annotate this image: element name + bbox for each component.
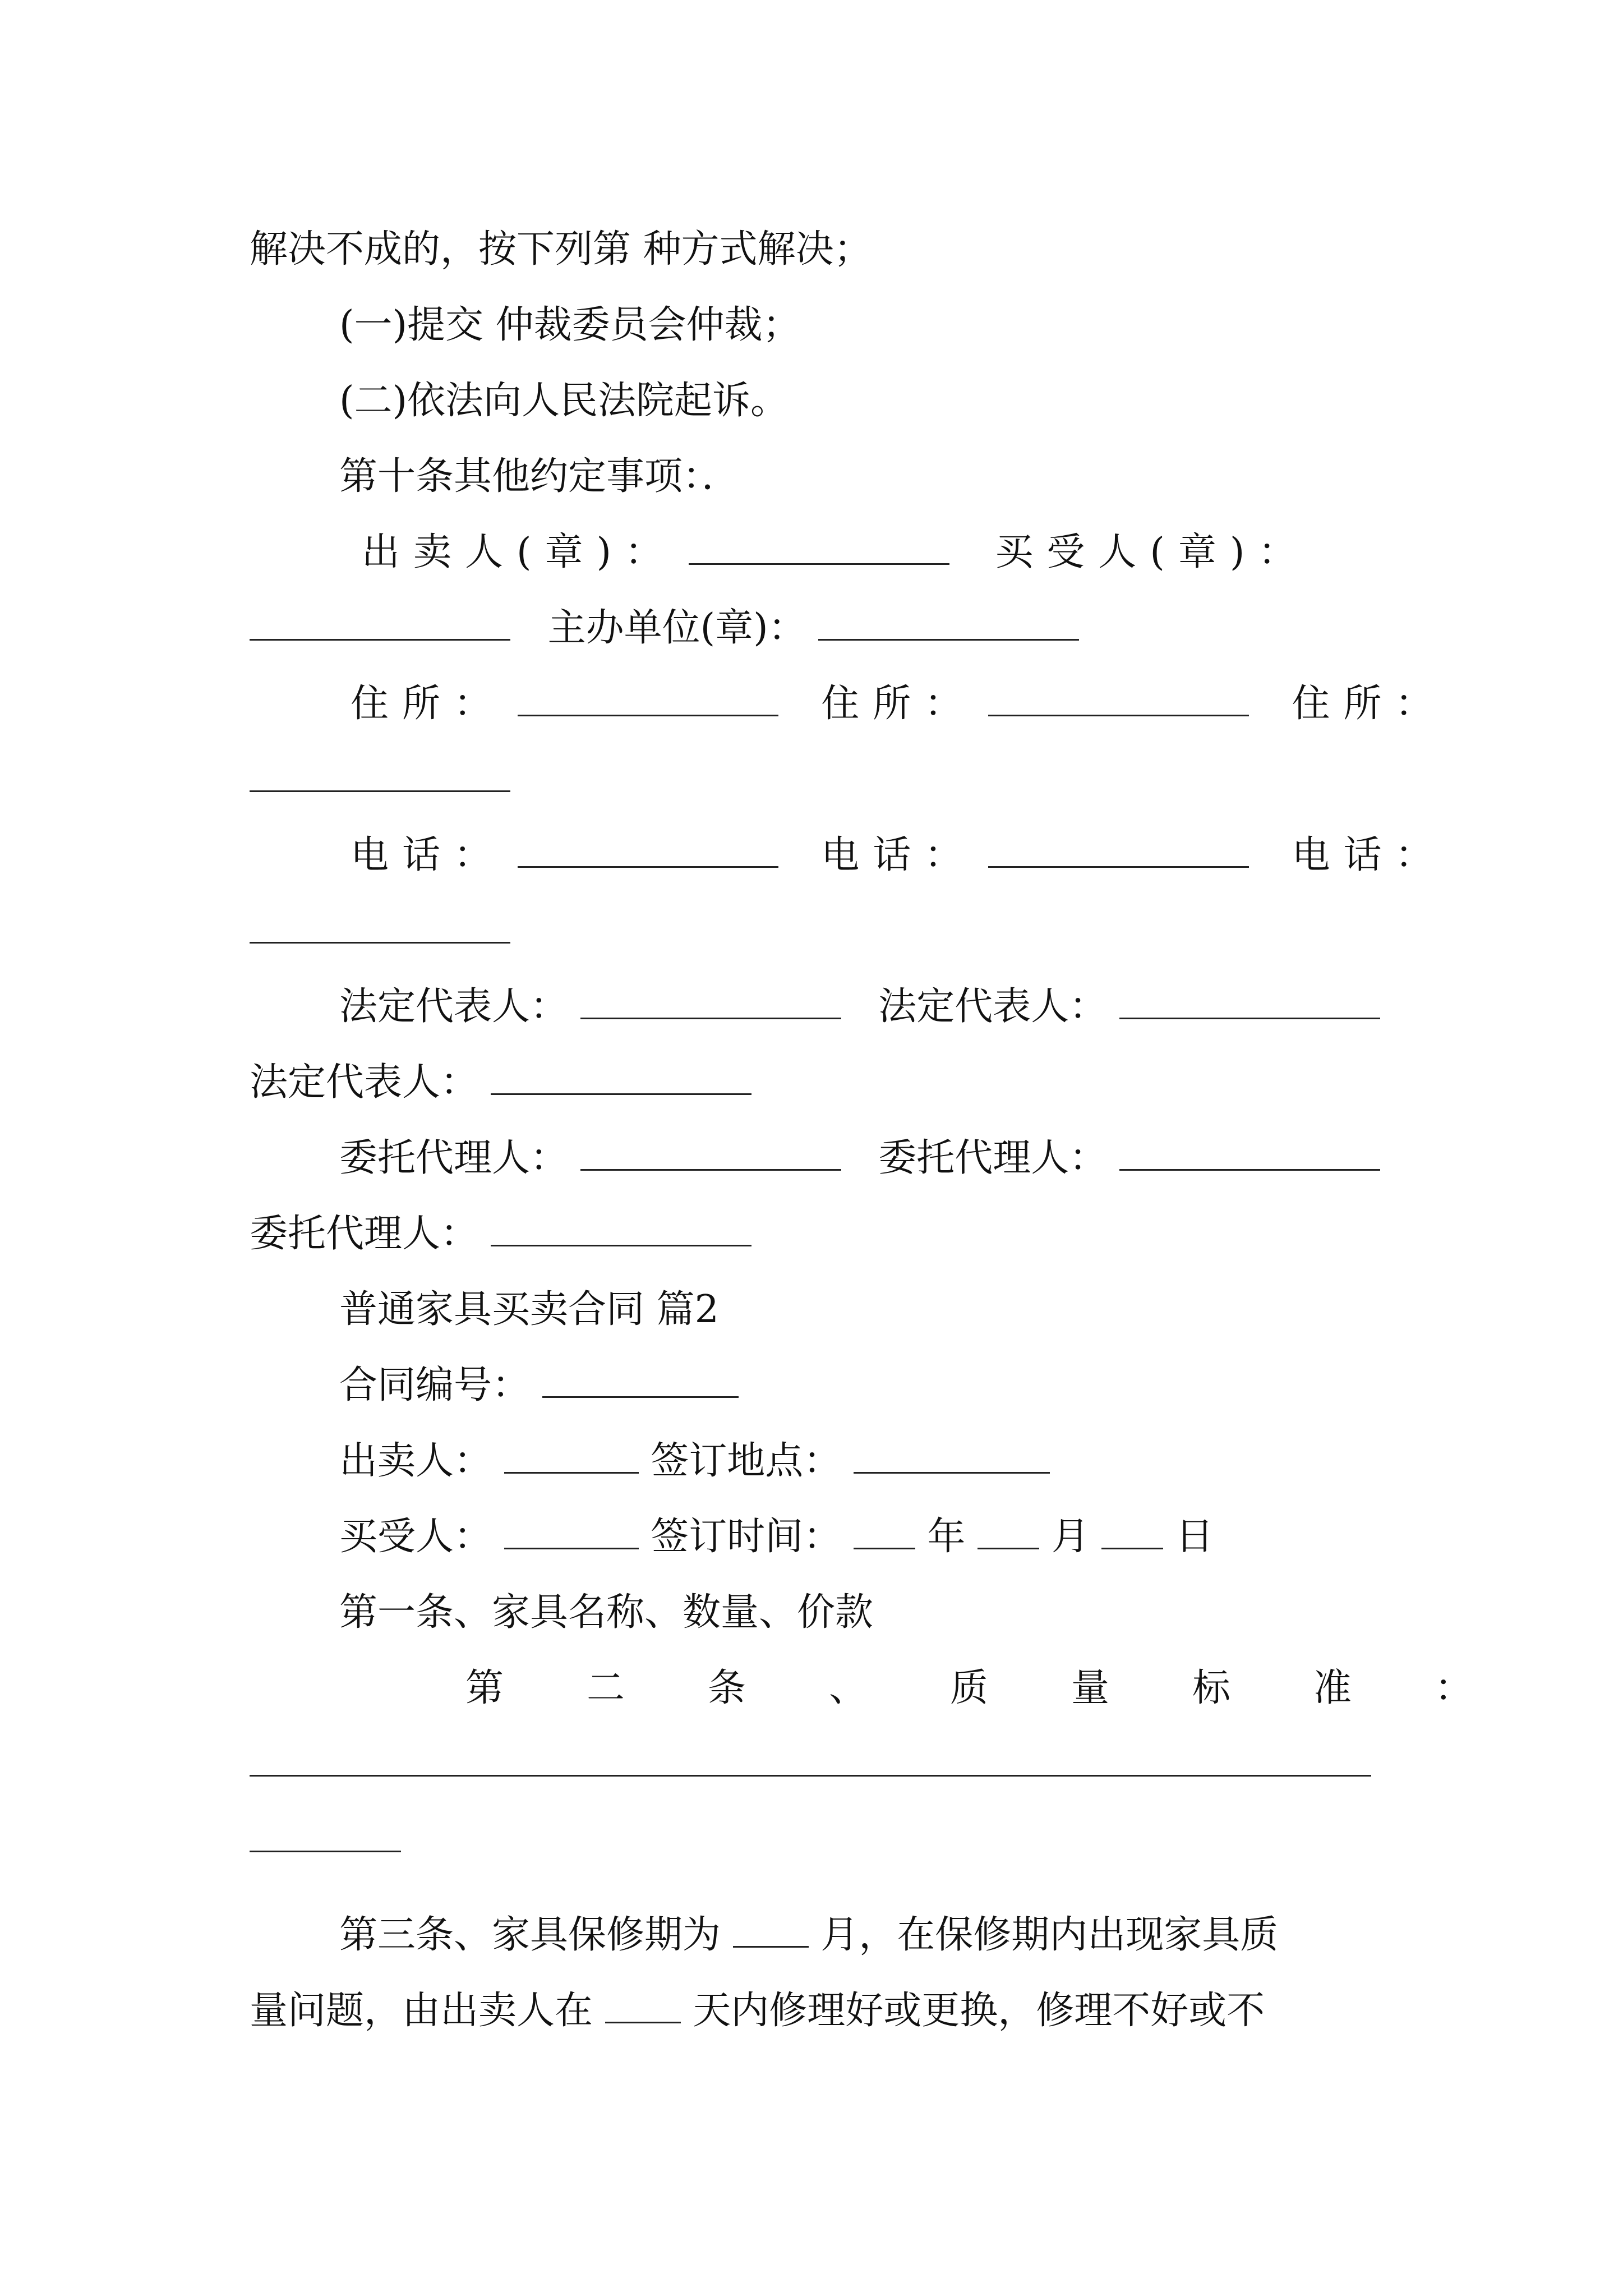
seller-phone-label: 电话： bbox=[351, 833, 506, 877]
article-2 bbox=[465, 1655, 1556, 1722]
litigation-text: (二)依法向人民法院起诉。 bbox=[339, 379, 789, 423]
organizer-seal-blank bbox=[818, 604, 1079, 641]
buyer-phone-blank bbox=[988, 831, 1249, 868]
contract-seller-label: 出卖人： bbox=[339, 1439, 492, 1483]
article-3-text-d: 天内修理好或更换，修理不好或不 bbox=[693, 1989, 1265, 2033]
warranty-months-blank bbox=[733, 1911, 809, 1948]
quality-standard-blank-continued bbox=[250, 1816, 401, 1852]
contract-number-blank bbox=[542, 1361, 739, 1398]
buyer-address-blank bbox=[988, 680, 1249, 716]
organizer-legal-rep-blank bbox=[491, 1059, 751, 1095]
seller-address-label: 住所： bbox=[351, 682, 506, 726]
article-3-text-a: 第三条、家具保修期为 bbox=[339, 1913, 721, 1957]
sign-day-blank bbox=[1101, 1513, 1163, 1549]
sign-place-label: 签订地点： bbox=[651, 1439, 842, 1483]
paragraph-litigation bbox=[339, 367, 1382, 435]
article-1-text: 第一条、家具名称、数量、价款 bbox=[339, 1590, 874, 1635]
article-3-line-1 bbox=[339, 1902, 1382, 1969]
contract-buyer-blank bbox=[504, 1513, 639, 1549]
organizer-agent-blank bbox=[491, 1210, 751, 1246]
buyer-seal-label: 买受人(章)： bbox=[995, 530, 1310, 574]
organizer-phone-blank bbox=[250, 907, 510, 944]
contract-seller-blank bbox=[504, 1437, 639, 1474]
address-row bbox=[339, 670, 1447, 738]
sign-time-label: 签订时间： bbox=[651, 1515, 842, 1559]
organizer-agent-label: 委托代理人： bbox=[250, 1212, 479, 1256]
seller-legal-rep-label: 法定代表人： bbox=[339, 984, 569, 1029]
contract-number-label: 合同编号： bbox=[339, 1363, 531, 1407]
buyer-agent-blank bbox=[1119, 1134, 1380, 1171]
article-3-line-2 bbox=[250, 1977, 1382, 2045]
contract-2-title bbox=[339, 1276, 1382, 1343]
organizer-address-label: 住所： bbox=[1292, 682, 1447, 726]
arbitration-text: (一)提交 仲裁委员会仲裁； bbox=[339, 303, 801, 347]
agent-row-continued bbox=[250, 1200, 1382, 1268]
legal-rep-row-continued bbox=[250, 1049, 1382, 1116]
article-2-blank-row-2 bbox=[250, 1806, 1382, 1874]
article-10-text: 第十条其他约定事项：． bbox=[339, 454, 740, 499]
legal-rep-row bbox=[339, 973, 1382, 1041]
resolution-text: 解决不成的，按下列第 种方式解决； bbox=[250, 227, 872, 272]
seller-seal-blank bbox=[689, 528, 949, 565]
contract-buyer-label: 买受人： bbox=[339, 1515, 492, 1559]
buyer-legal-rep-label: 法定代表人： bbox=[878, 984, 1108, 1029]
buyer-time-row bbox=[339, 1503, 1382, 1571]
article-3-text-b: 月，在保修期内出现家具质 bbox=[820, 1913, 1279, 1957]
signature-row-seller-buyer bbox=[339, 519, 1382, 586]
organizer-legal-rep-label: 法定代表人： bbox=[250, 1060, 479, 1105]
contract-number-row bbox=[339, 1352, 1382, 1419]
repair-days-blank bbox=[605, 1987, 681, 2023]
quality-standard-blank bbox=[250, 1740, 1371, 1777]
phone-row bbox=[339, 822, 1447, 889]
article-1 bbox=[339, 1579, 1382, 1646]
seller-legal-rep-blank bbox=[580, 983, 841, 1019]
sign-month-label: 月 bbox=[1051, 1515, 1090, 1559]
sign-year-label: 年 bbox=[927, 1515, 966, 1559]
buyer-phone-label: 电话： bbox=[821, 833, 976, 877]
sign-day-label: 日 bbox=[1175, 1515, 1214, 1559]
address-row-continued bbox=[250, 746, 1382, 813]
buyer-address-label: 住所： bbox=[821, 682, 976, 726]
paragraph-arbitration bbox=[339, 292, 1382, 359]
seller-place-row bbox=[339, 1428, 1382, 1495]
sign-place-blank bbox=[854, 1437, 1050, 1474]
article-2-text: 第二条、质量标准： bbox=[465, 1666, 1556, 1710]
paragraph-resolution bbox=[250, 216, 1382, 283]
buyer-seal-blank bbox=[250, 604, 510, 641]
seller-phone-blank bbox=[518, 831, 778, 868]
article-2-blank-row bbox=[250, 1731, 1382, 1798]
agent-row bbox=[339, 1125, 1382, 1192]
organizer-seal-label: 主办单位(章)： bbox=[547, 606, 806, 650]
buyer-agent-label: 委托代理人： bbox=[878, 1136, 1108, 1180]
organizer-phone-label: 电话： bbox=[1292, 833, 1447, 877]
buyer-legal-rep-blank bbox=[1119, 983, 1380, 1019]
signature-row-organizer bbox=[250, 595, 1382, 662]
sign-year-blank bbox=[854, 1513, 915, 1549]
seller-agent-label: 委托代理人： bbox=[339, 1136, 569, 1180]
phone-row-continued bbox=[250, 898, 1382, 965]
seller-address-blank bbox=[518, 680, 778, 716]
contract-2-title-text: 普通家具买卖合同 篇2 bbox=[339, 1287, 719, 1332]
seller-seal-label: 出卖人(章)： bbox=[362, 530, 677, 574]
article-3-text-c: 量问题，由出卖人在 bbox=[250, 1989, 593, 2033]
sign-month-blank bbox=[978, 1513, 1039, 1549]
seller-agent-blank bbox=[580, 1134, 841, 1171]
article-10 bbox=[339, 443, 1382, 510]
organizer-address-blank bbox=[250, 756, 510, 792]
